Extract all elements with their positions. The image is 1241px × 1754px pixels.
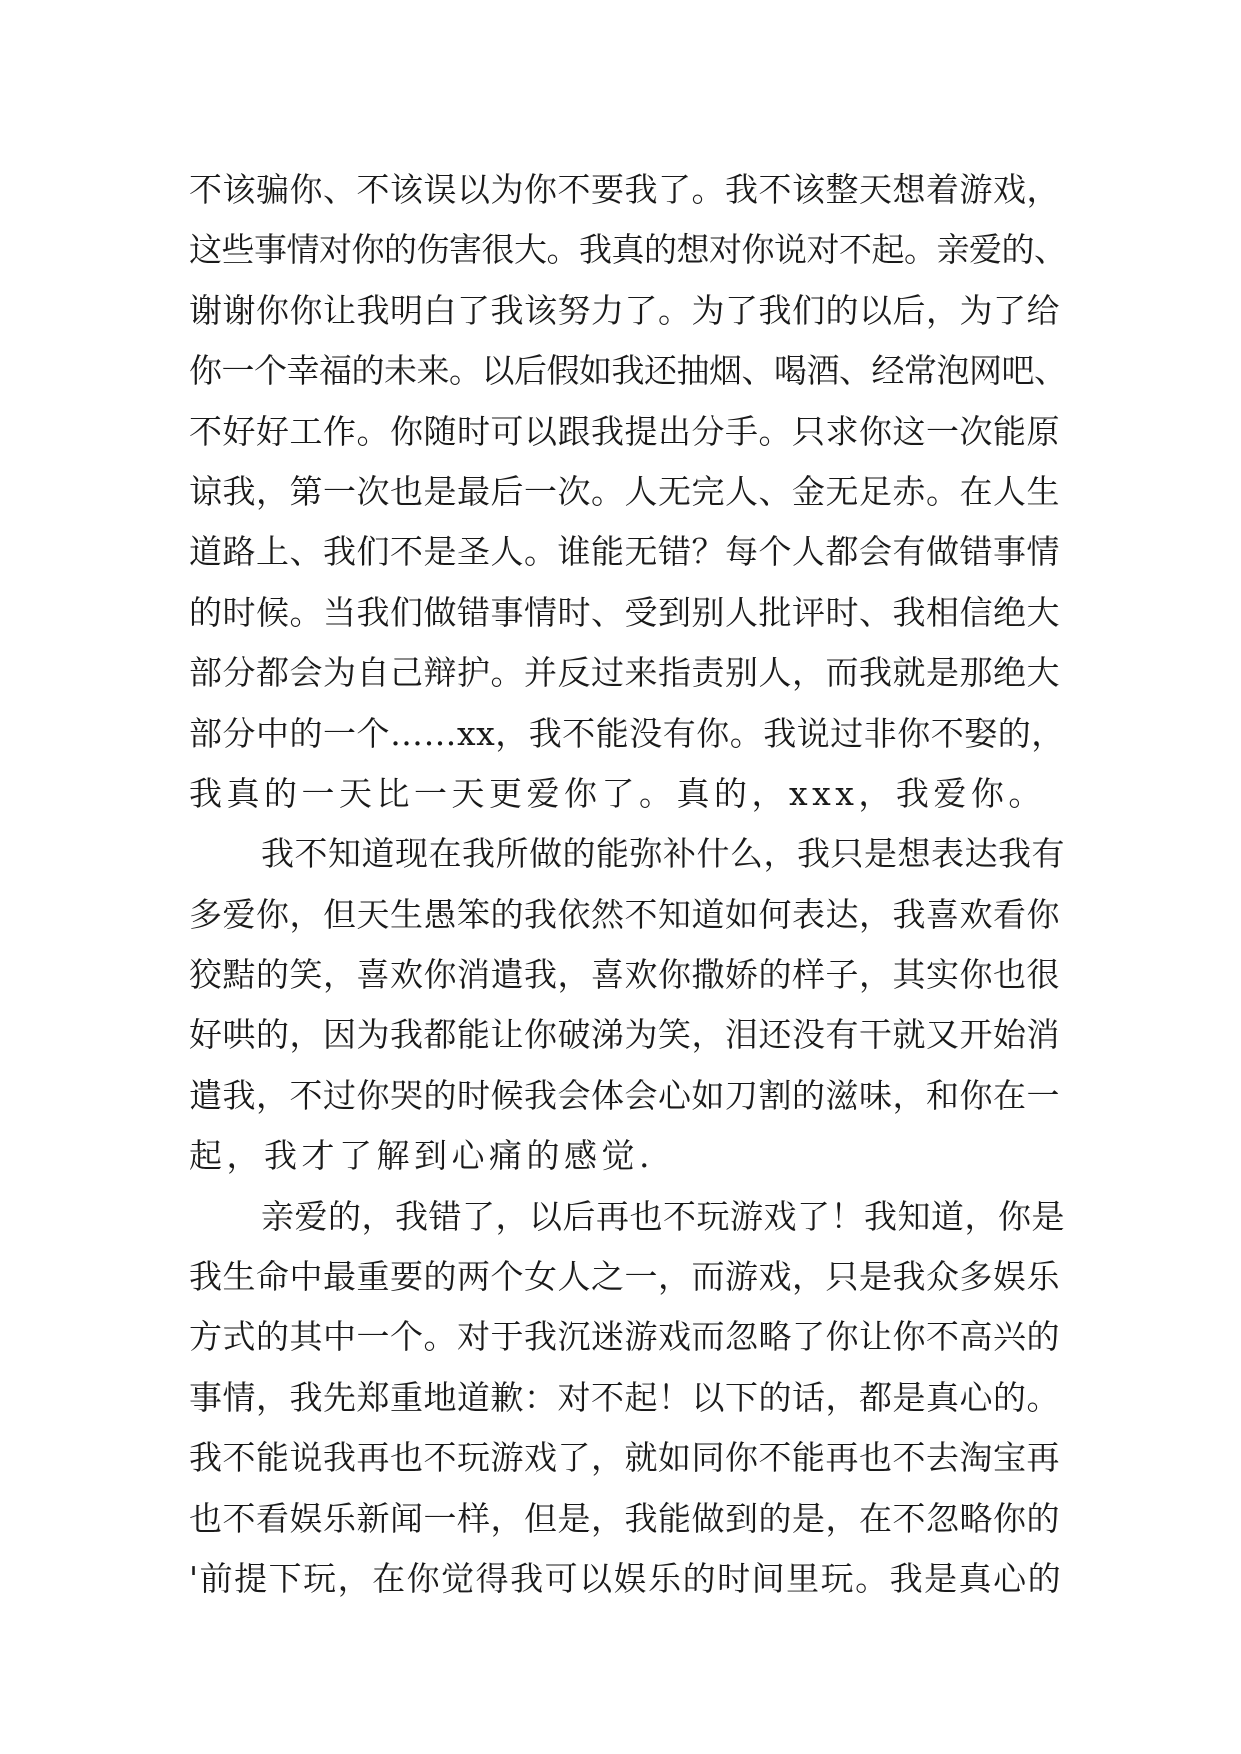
text-line: 起，我才了解到心痛的感觉.	[189, 1136, 654, 1176]
text-line: 好哄的，因为我都能让你破涕为笑，泪还没有干就又开始消	[189, 1015, 1060, 1055]
text-line: 我生命中最重要的两个女人之一，而游戏，只是我众多娱乐	[189, 1257, 1060, 1297]
text-line: 遣我，不过你哭的时候我会体会心如刀割的滋味，和你在一	[189, 1075, 1060, 1115]
text-line: 不好好工作。你随时可以跟我提出分手。只求你这一次能原	[189, 411, 1060, 451]
text-line: 狡黠的笑，喜欢你消遣我，喜欢你撒娇的样子，其实你也很	[189, 955, 1060, 995]
body-text	[189, 160, 1069, 1609]
text-line: 谢谢你你让我明白了我该努力了。为了我们的以后，为了给	[189, 290, 1060, 330]
text-line: 你一个幸福的未来。以后假如我还抽烟、喝酒、经常泡网吧、	[189, 351, 1067, 391]
text-line: 我不能说我再也不玩游戏了，就如同你不能再也不去淘宝再	[189, 1438, 1060, 1478]
text-line: 这些事情对你的伤害很大。我真的想对你说对不起。亲爱的、	[189, 230, 1067, 270]
text-line: '前提下玩，在你觉得我可以娱乐的时间里玩。我是真心的	[189, 1558, 1063, 1598]
text-line: 部分都会为自己辩护。并反过来指责别人，而我就是那绝大	[189, 653, 1060, 693]
text-line: 事情，我先郑重地道歉：对不起！以下的话，都是真心的。	[189, 1377, 1060, 1417]
text-line: 的时候。当我们做错事情时、受到别人批评时、我相信绝大	[189, 592, 1060, 632]
text-line: 不该骗你、不该误以为你不要我了。我不该整天想着游戏，	[189, 170, 1060, 209]
text-line: 道路上、我们不是圣人。谁能无错？每个人都会有做错事情	[189, 532, 1060, 572]
text-line: 谅我，第一次也是最后一次。人无完人、金无足赤。在人生	[189, 471, 1060, 511]
text-line: 也不看娱乐新闻一样，但是，我能做到的是，在不忽略你的	[189, 1498, 1060, 1538]
text-line: 部分中的一个……xx，我不能没有你。我说过非你不娶的，	[189, 713, 1065, 753]
text-line: 多爱你，但天生愚笨的我依然不知道如何表达，我喜欢看你	[189, 894, 1060, 934]
text-line: 亲爱的，我错了，以后再也不玩游戏了！我知道，你是	[261, 1196, 1065, 1236]
text-line: 方式的其中一个。对于我沉迷游戏而忽略了你让你不高兴的	[189, 1317, 1060, 1357]
text-line: 我真的一天比一天更爱你了。真的，xxx，我爱你。	[189, 773, 1046, 813]
text-line: 我不知道现在我所做的能弥补什么，我只是想表达我有	[261, 834, 1065, 874]
